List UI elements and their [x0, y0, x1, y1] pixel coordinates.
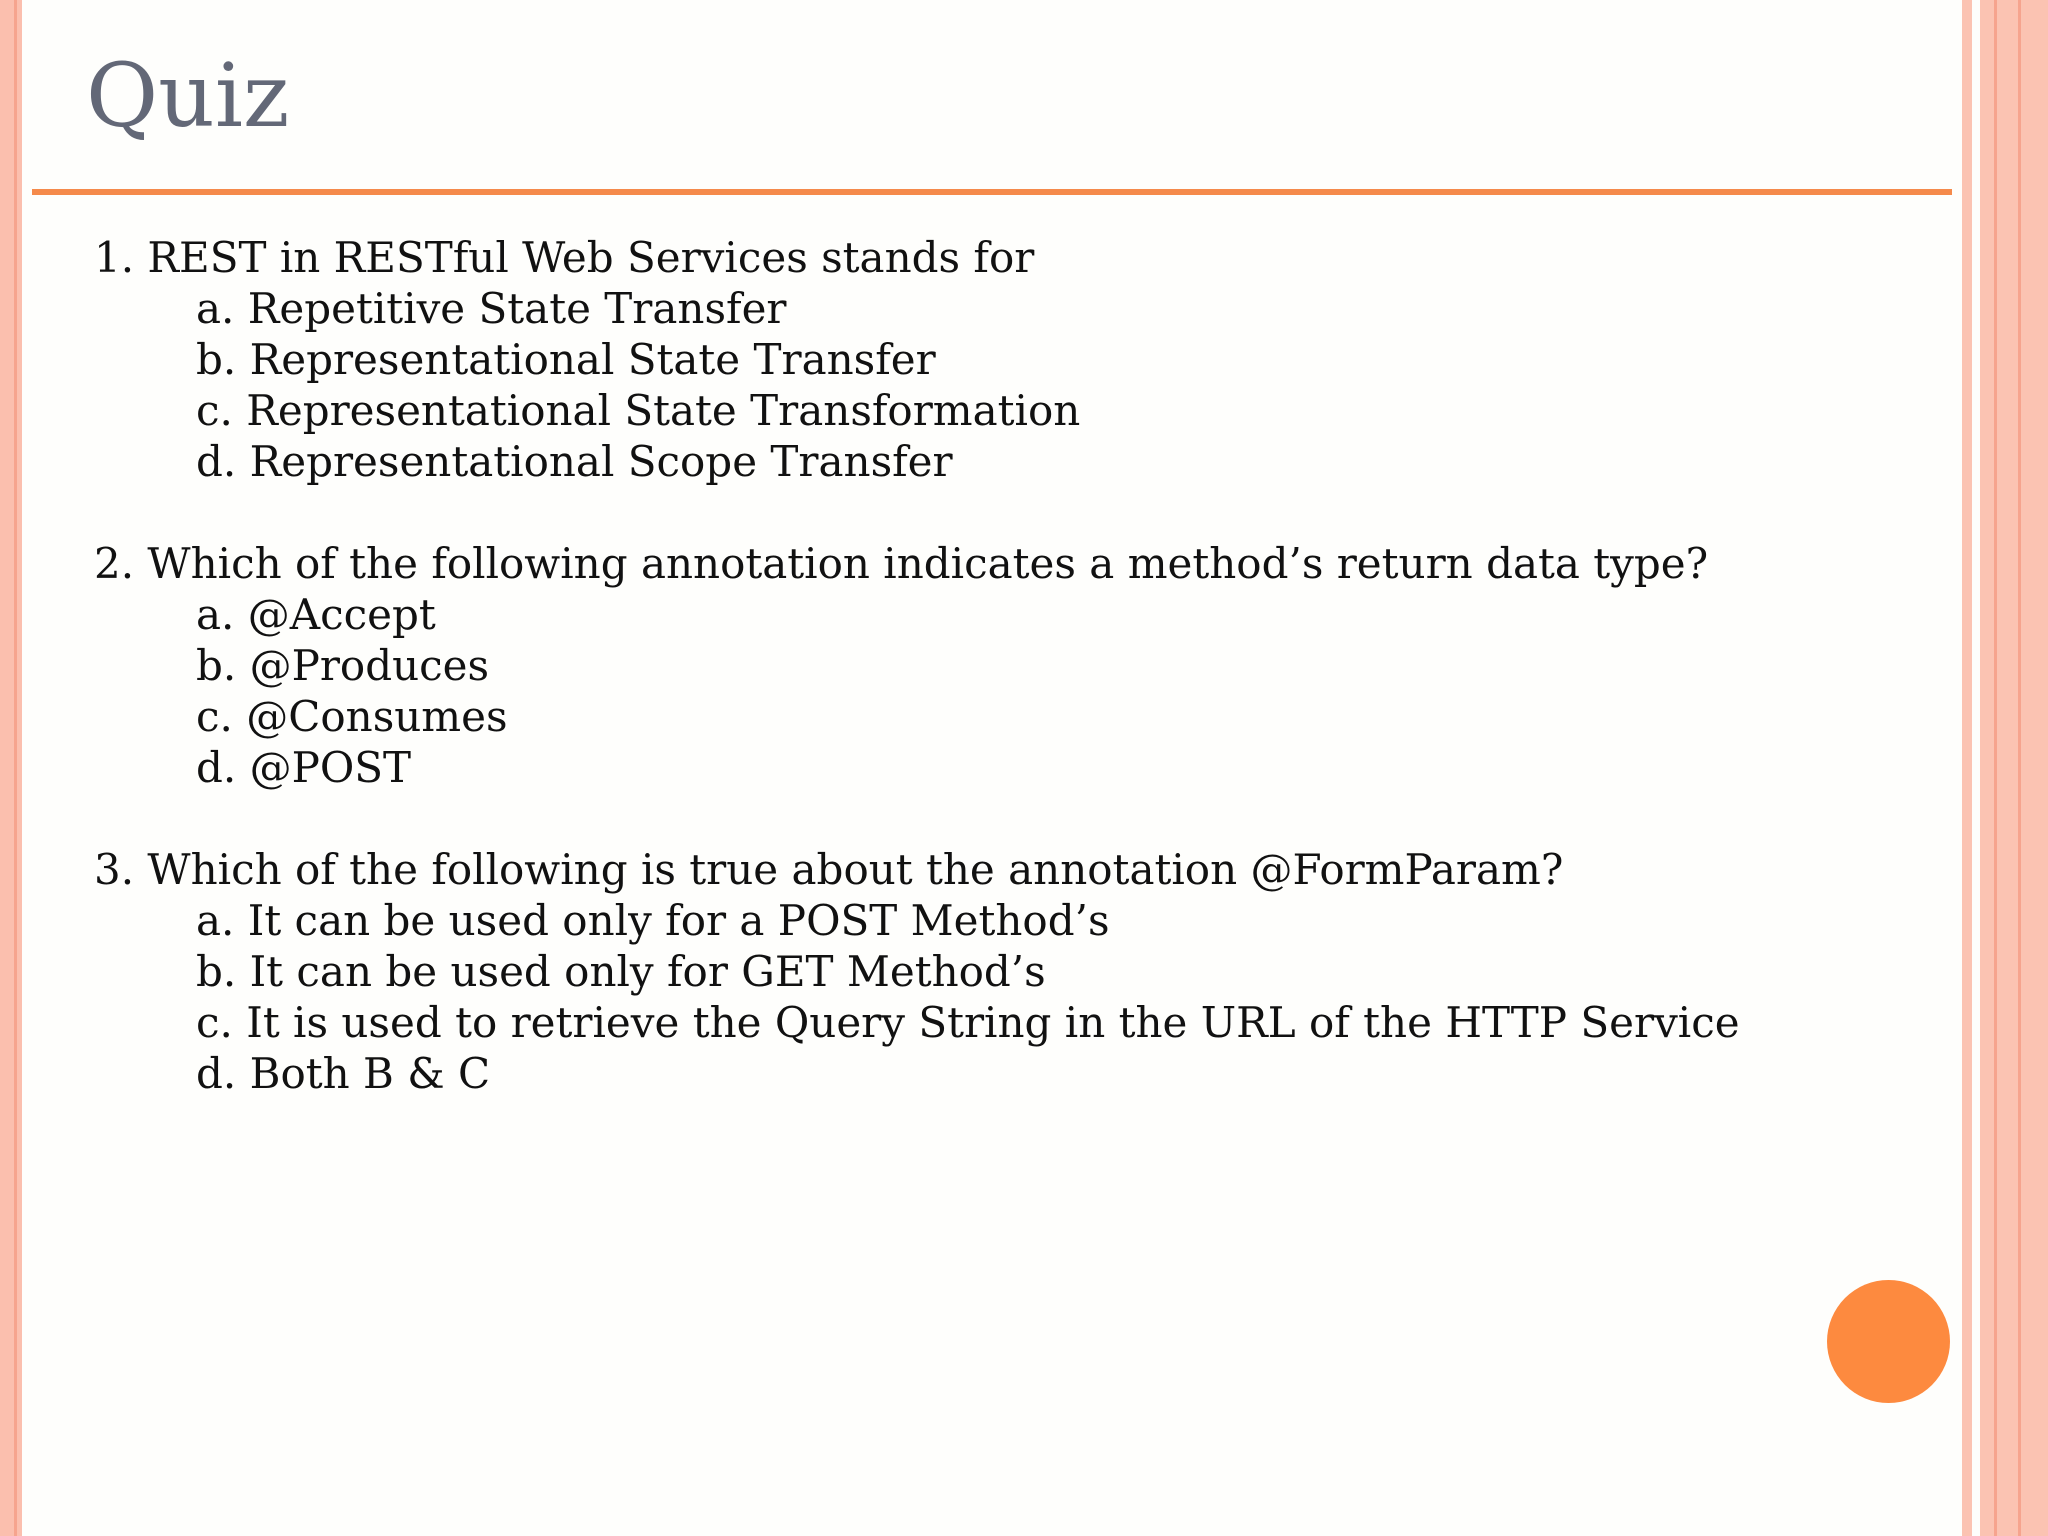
- option-b: b. @Produces: [196, 641, 490, 690]
- left-border-line: [14, 0, 17, 1536]
- option-c: c. Representational State Transformation: [196, 386, 1081, 435]
- option-b: b. It can be used only for GET Method’s: [196, 947, 1046, 996]
- question-text: 3. Which of the following is true about the annotation @FormParam?: [94, 845, 1564, 894]
- decorative-orange-dot: [1827, 1280, 1950, 1403]
- right-border-gap: [1972, 0, 1980, 1536]
- left-border: [0, 0, 22, 1536]
- right-border-line: [1994, 0, 1997, 1536]
- option-a: a. It can be used only for a POST Method’s: [196, 896, 1110, 945]
- option-d: d. Representational Scope Transfer: [196, 437, 953, 486]
- option-a: a. Repetitive State Transfer: [196, 284, 787, 333]
- title-divider: [32, 189, 1952, 195]
- option-list: [94, 283, 1934, 487]
- option-c: c. @Consumes: [196, 692, 508, 741]
- question-1: [94, 232, 1934, 487]
- option-d: d. Both B & C: [196, 1049, 491, 1098]
- option-d: d. @POST: [196, 743, 412, 792]
- right-border-line: [2018, 0, 2021, 1536]
- question-2: [94, 538, 1934, 793]
- quiz-content: [94, 232, 1934, 1150]
- slide-title: Quiz: [86, 44, 290, 147]
- option-c: c. It is used to retrieve the Query String in the URL of the HTTP Service: [196, 998, 1740, 1047]
- option-list: [94, 589, 1934, 793]
- question-text: 2. Which of the following annotation indicates a method’s return data type?: [94, 539, 1709, 588]
- option-a: a. @Accept: [196, 590, 436, 639]
- option-b: b. Representational State Transfer: [196, 335, 936, 384]
- question-text: 1. REST in RESTful Web Services stands for: [94, 233, 1035, 282]
- question-3: [94, 844, 1934, 1099]
- option-list: [94, 895, 1934, 1099]
